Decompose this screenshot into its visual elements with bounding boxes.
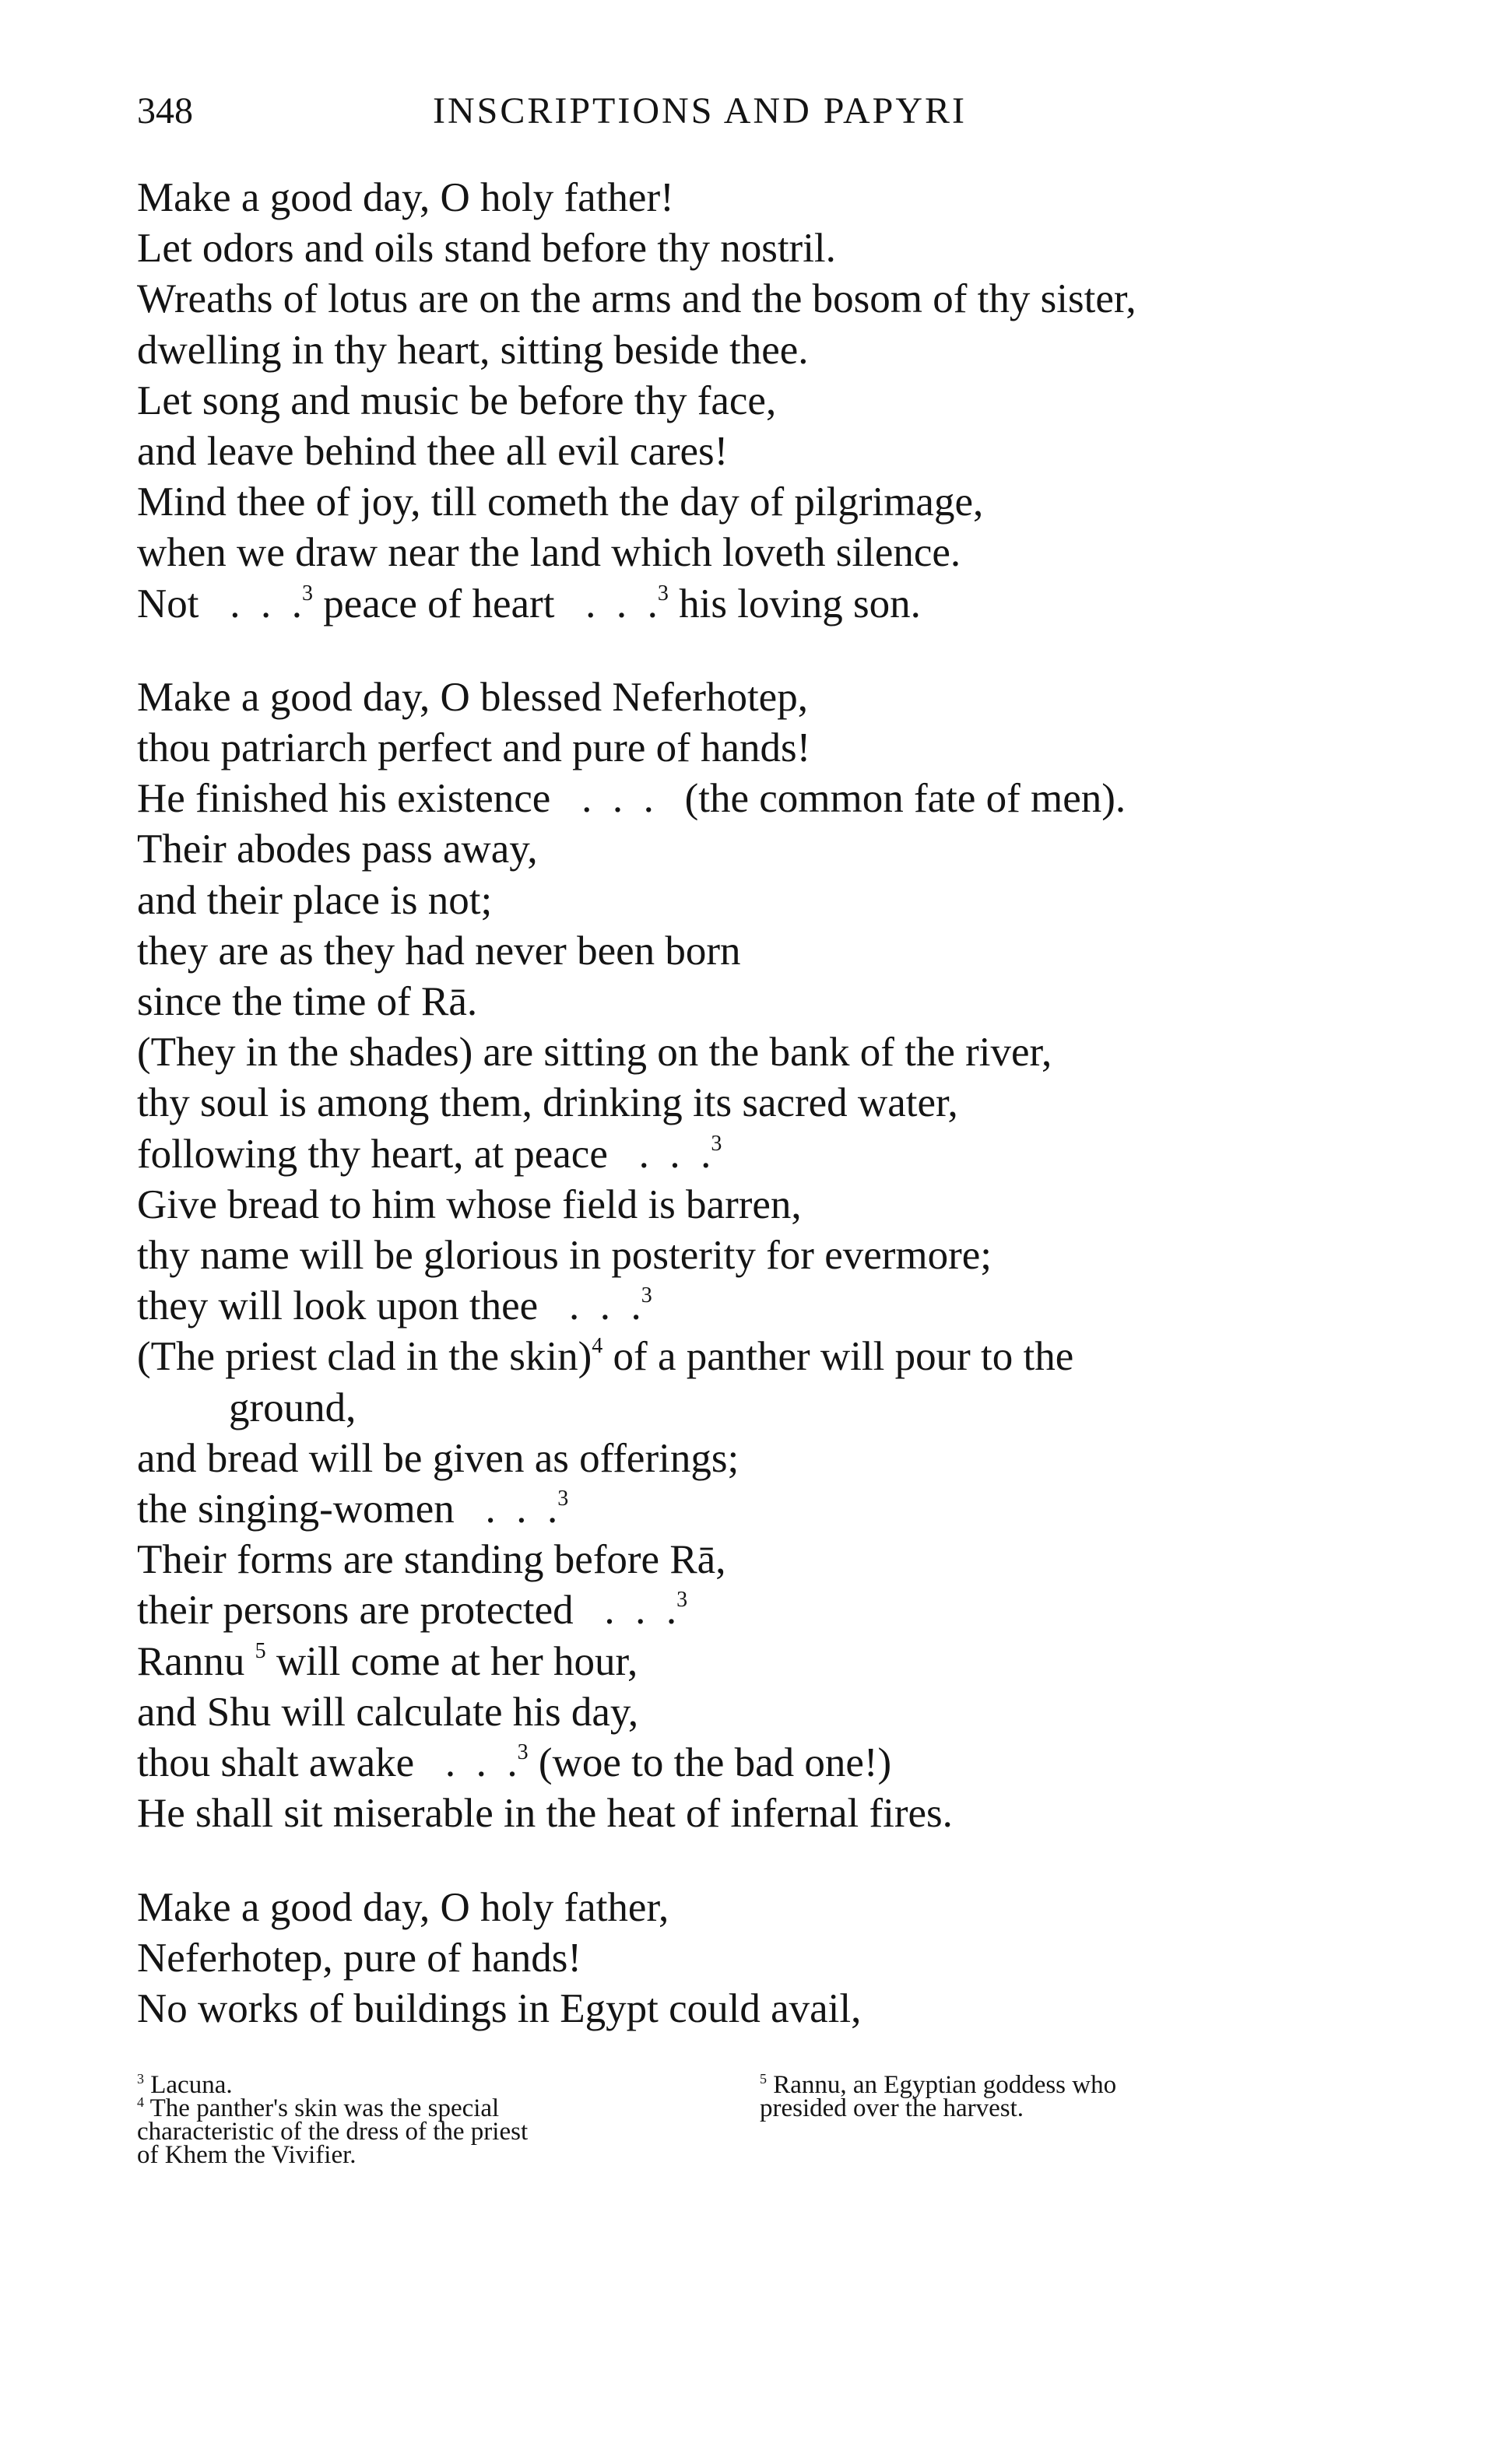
verse-line: and Shu will calculate his day, bbox=[137, 1689, 639, 1735]
verse-line: No works of buildings in Egypt could avail, bbox=[137, 1985, 862, 2031]
text-segment: Lacuna. bbox=[144, 2071, 233, 2099]
text-segment: Rannu bbox=[137, 1638, 255, 1684]
verse-line: dwelling in thy heart, sitting beside thee. bbox=[137, 327, 809, 373]
text-segment: (The priest clad in the skin) bbox=[137, 1334, 592, 1380]
verse-line: Their forms are standing before Rā, bbox=[137, 1537, 726, 1583]
footnote-reference: 3 bbox=[517, 1740, 529, 1765]
text-segment: Not . . . bbox=[137, 581, 302, 627]
text-segment: of Khem the Vivifier. bbox=[137, 2141, 357, 2169]
footnote-line bbox=[137, 2143, 729, 2167]
page-header bbox=[137, 84, 1336, 139]
footnote-reference: 3 bbox=[641, 1283, 652, 1308]
verse-line: Give bread to him whose field is barren, bbox=[137, 1181, 802, 1227]
footnotes-left-column bbox=[137, 2073, 729, 2167]
verse-line bbox=[137, 1281, 1351, 1332]
footnote-reference: 3 bbox=[676, 1588, 688, 1613]
verse-line: they are as they had never been born bbox=[137, 928, 741, 974]
verse-line: when we draw near the land which loveth silence. bbox=[137, 530, 961, 576]
footnote-line bbox=[760, 2094, 1351, 2122]
verse-line: Mind thee of joy, till cometh the day of pilgrimage, bbox=[137, 479, 984, 525]
footnote-reference: 4 bbox=[137, 2094, 144, 2110]
verse-line: and leave behind thee all evil cares! bbox=[137, 429, 729, 475]
footnotes-right-column bbox=[760, 2073, 1351, 2120]
verse-line: Let odors and oils stand before thy nostril. bbox=[137, 226, 836, 272]
running-head: INSCRIPTIONS AND PAPYRI bbox=[433, 90, 968, 132]
text-segment: characteristic of the dress of the priest bbox=[137, 2118, 529, 2146]
footnote-reference: 3 bbox=[711, 1131, 722, 1156]
text-segment: Rannu, an Egyptian goddess who bbox=[767, 2071, 1117, 2099]
verse-line-continuation: ground, bbox=[229, 1385, 357, 1430]
verse-line: thy soul is among them, drinking its sacred water, bbox=[137, 1080, 958, 1126]
verse-line: He finished his existence . . . (the common fate of men). bbox=[137, 776, 1126, 822]
stanza bbox=[137, 672, 1351, 1840]
poem-body bbox=[137, 173, 1351, 2034]
footnote-reference: 5 bbox=[255, 1638, 266, 1663]
verse-line bbox=[137, 1332, 1351, 1382]
verse-line: Make a good day, O blessed Neferhotep, bbox=[137, 674, 808, 720]
text-segment: following thy heart, at peace . . . bbox=[137, 1131, 711, 1177]
text-segment: will come at her hour, bbox=[265, 1638, 638, 1684]
footnote-line bbox=[137, 2118, 729, 2146]
verse-line bbox=[137, 1738, 1351, 1788]
text-segment: presided over the harvest. bbox=[760, 2094, 1024, 2122]
verse-line: Make a good day, O holy father, bbox=[137, 1884, 669, 1930]
verse-line bbox=[137, 1585, 1351, 1636]
footnote-line bbox=[137, 2073, 729, 2097]
verse-line: He shall sit miserable in the heat of infernal fires. bbox=[137, 1791, 953, 1837]
text-segment: their persons are protected . . . bbox=[137, 1588, 677, 1634]
footnote-reference: 5 bbox=[760, 2071, 767, 2087]
verse-line: since the time of Rā. bbox=[137, 979, 478, 1025]
verse-line: Make a good day, O holy father! bbox=[137, 175, 674, 220]
footnote-line bbox=[760, 2073, 1351, 2097]
footnote-reference: 3 bbox=[137, 2071, 144, 2087]
verse-line: (They in the shades) are sitting on the bank of the river, bbox=[137, 1030, 1052, 1076]
footnote-reference: 3 bbox=[557, 1486, 569, 1511]
stanza bbox=[137, 173, 1351, 630]
verse-line: Their abodes pass away, bbox=[137, 827, 538, 872]
verse-line: Let song and music be before thy face, bbox=[137, 377, 777, 423]
verse-line: and bread will be given as offerings; bbox=[137, 1435, 739, 1481]
verse-line bbox=[137, 1484, 1351, 1535]
verse-line bbox=[137, 1637, 1351, 1687]
verse-line: and their place is not; bbox=[137, 877, 493, 923]
footnote-reference: 4 bbox=[592, 1334, 603, 1359]
footnote-reference: 3 bbox=[657, 581, 669, 605]
footnote-reference: 3 bbox=[302, 581, 313, 605]
verse-line: thy name will be glorious in posterity for evermore; bbox=[137, 1233, 992, 1279]
page-number: 348 bbox=[137, 90, 193, 132]
text-segment: of a panther will pour to the bbox=[602, 1334, 1074, 1380]
verse-line bbox=[137, 579, 1351, 630]
verse-line: thou patriarch perfect and pure of hands! bbox=[137, 725, 811, 771]
text-segment: his loving son. bbox=[668, 581, 921, 627]
text-segment: peace of heart . . . bbox=[313, 581, 658, 627]
text-segment: the singing-women . . . bbox=[137, 1486, 558, 1532]
text-segment: The panther's skin was the special bbox=[144, 2094, 500, 2122]
verse-line bbox=[137, 1129, 1351, 1180]
text-segment: they will look upon thee . . . bbox=[137, 1283, 641, 1329]
verse-line: Neferhotep, pure of hands! bbox=[137, 1935, 581, 1981]
text-segment: thou shalt awake . . . bbox=[137, 1740, 518, 1786]
text-segment: (woe to the bad one!) bbox=[528, 1740, 892, 1786]
stanza bbox=[137, 1883, 1351, 2035]
verse-line: Wreaths of lotus are on the arms and the bosom of thy sister, bbox=[137, 276, 1136, 322]
footnote-line bbox=[137, 2094, 729, 2122]
